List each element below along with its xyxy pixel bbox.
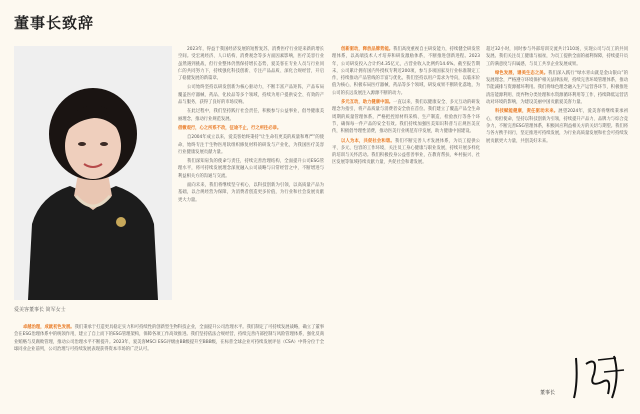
section-heading: 科技赋能健康，责任驱动未来。: [495, 109, 559, 115]
section-heading: 借微观行，心之所系不改，征途不止，行之所往必恭。: [178, 125, 282, 131]
column-1: [178, 46, 324, 206]
paragraph-body: 我们深入践行“绿水青山就是金山银山”的发展理念，严格遵守环境保护相关法律法规，持续完善环境管理体系，推动节能减排与资源循环利用。我们将绿色理念融入生产运营各环节，积极推进清洁能源利用、废弃物分类处理和水资源循环利用等工作，持续降低运营活动对环境的影响，为建设美丽中国贡献爱美客力量。: [486, 70, 629, 106]
paragraph-body: 展望2024年，爱美客将继续秉承初心，勇担使命，坚持以科技创新为引领，持续提升产品力、品牌力与综合竞争力，不断完善ESG管理体系，积极回应利益相关方的关切与期望。我们将与各方携手同行，坚定推进可持续发展，为行业高质量发展和社会可持续发展贡献更大力量，共创美好未来。: [486, 109, 629, 144]
photo-caption: 爱美客董事长 简军女士: [14, 307, 66, 313]
paragraph-body: 一直以来，我们以健康安全、多元互动的研发理念为指引，将产品质量与消费者安全放在首位。我们建立了覆盖产品全生命周期的质量管理体系，严格把控原材料采购、生产制造、检验放行等各个环节，确保每一件产品的安全有效。我们持续加强医美知识科普与正规医美宣传，积极倡导理性消费，推动医美行业规范有序发展，助力健康中国建设。: [332, 100, 481, 135]
signature-label: 董事长: [540, 390, 556, 396]
paragraph: 在此过程中，我们坚持践行社会责任，积极参与公益事业，倡导健康美丽理念，推动行业规范发展。: [178, 109, 324, 122]
chairwoman-photo: [14, 46, 172, 300]
paragraph: 超过32小时，同时参与外部培训交流共计110场，实现公司与员工的共同发展。我们关注员工健康与福祉，为员工提供全面的福利保障，持续提升员工的满意度与归属感，与员工共享企业发展成果。: [486, 47, 628, 67]
section-heading: 绿色发展，谱美生态之美。: [495, 70, 549, 76]
paragraph: [486, 108, 628, 144]
section-heading: 卓越治理，成就初色发展。: [23, 325, 75, 330]
paragraph: [332, 138, 480, 167]
paragraph: [486, 70, 628, 106]
paragraph: [14, 324, 324, 353]
paragraph-body: 我们秉承于打造更具稳定实力和可持续性的创新型生物科技企业，全面提升公司治理水平。我们制定了可持续发展战略，确立了董事会在ESG治理体系中的统领作用，建立了自上而下的ESG管理架构，保障各项工作高效推进。我们坚持依法合规经营，持续完善内部控制与风险管理体系，强化反商业贿赂与反腐败管理，推动公司治理水平不断提升。2023年，爱美客MSCI ESG评级由BB级提升至BBB级，在标普全球企业可持续发展评估（CSA）中得分位于全球同业企业前列，公司治理与可持续发展表现获得资本市场的广泛认可。: [14, 325, 325, 352]
section-heading: 多元互动，助力健康中国。: [341, 100, 394, 106]
paragraph: [332, 99, 480, 135]
paragraph-body: 我们高度重视自主研发能力，持续健全研发管理体系，以高端技术人才培养和研发激励体系，不断推进创新进程。2023年，公司研发投入合计约4.35亿元，占营业收入比例约14.6%。截至报告期末，公司累计拥有国内外授权专利近200项，参与多项国家及行业标准制定工作，持续推动产品管线的丰富与优化。我们坚持以用户需求为导向，以临床价值为核心，积极布局医疗器械、药品等多个领域，研发成果不断转化落地，为公司的长远发展注入源源不断的动力。: [332, 47, 481, 96]
handwritten-signature: [568, 352, 628, 402]
column-1-bottom: [14, 324, 324, 355]
signature-block: [540, 352, 630, 402]
paragraph: 我们深知肩负的使命与责任，持续完善治理结构，全面提升公司ESG管理水平，将可持续发展理念深度融入公司战略与日常经营之中，不断增进与利益相关方的沟通与交流。: [178, 159, 324, 179]
column-3: [486, 46, 628, 147]
page-title: 董事长致辞: [14, 14, 95, 32]
paragraph: 自2004年成立以来，爱美客始终秉持“让生命有更美的质量和尊严”的使命，始终专注于生物医用软组织修复材料的研发与产业化，为我国医疗美容行业健康发展贡献力量。: [178, 135, 324, 155]
paragraph: 2023年，得益于我国经济发展的短暂复苏，消费医疗行业迎来新的增长空间。受宏观经济、人口结构、消费观念等多方面因素影响，医疗美容行业虽然遇到挑战，但行业整体仍然保持增长态势，爱美客在专业人员与行业同仁的共同努力下，持续强化科技创新、专注产品品质、深化合规经营，开启了稳健发展的新篇章。: [178, 47, 324, 82]
section-heading: 以人为本，共促社会和谐。: [341, 138, 395, 144]
section-heading: 创新驱动，释放品牌势能。: [341, 47, 394, 52]
paragraph: 面向未来，我们将继续坚守初心，以科技创新为引领，以高质量产品为基础，以合规经营为保障，为消费者创造更多价值，为行业和社会发展贡献更大力量。: [178, 183, 324, 203]
column-2: [332, 46, 480, 169]
paragraph: [332, 46, 480, 97]
paragraph-body: 我们不断完善人才发展体系，为员工提供公平、多元、包容的工作环境，关注员工身心健康与职业发展，持续开展多样化的培训与关怀活动。我们积极投身公益慈善事业，在教育帮扶、乡村振兴、社区发展等领域持续贡献力量，共促社会和谐发展。: [332, 138, 481, 166]
paragraph: 公司始终坚持以研发创新为核心驱动力，不断丰富产品矩阵，产品布局覆盖医疗器械、药品、化妆品等多个领域，持续为用户提供安全、有效的产品与服务，获得了良好的市场反响。: [178, 85, 324, 106]
